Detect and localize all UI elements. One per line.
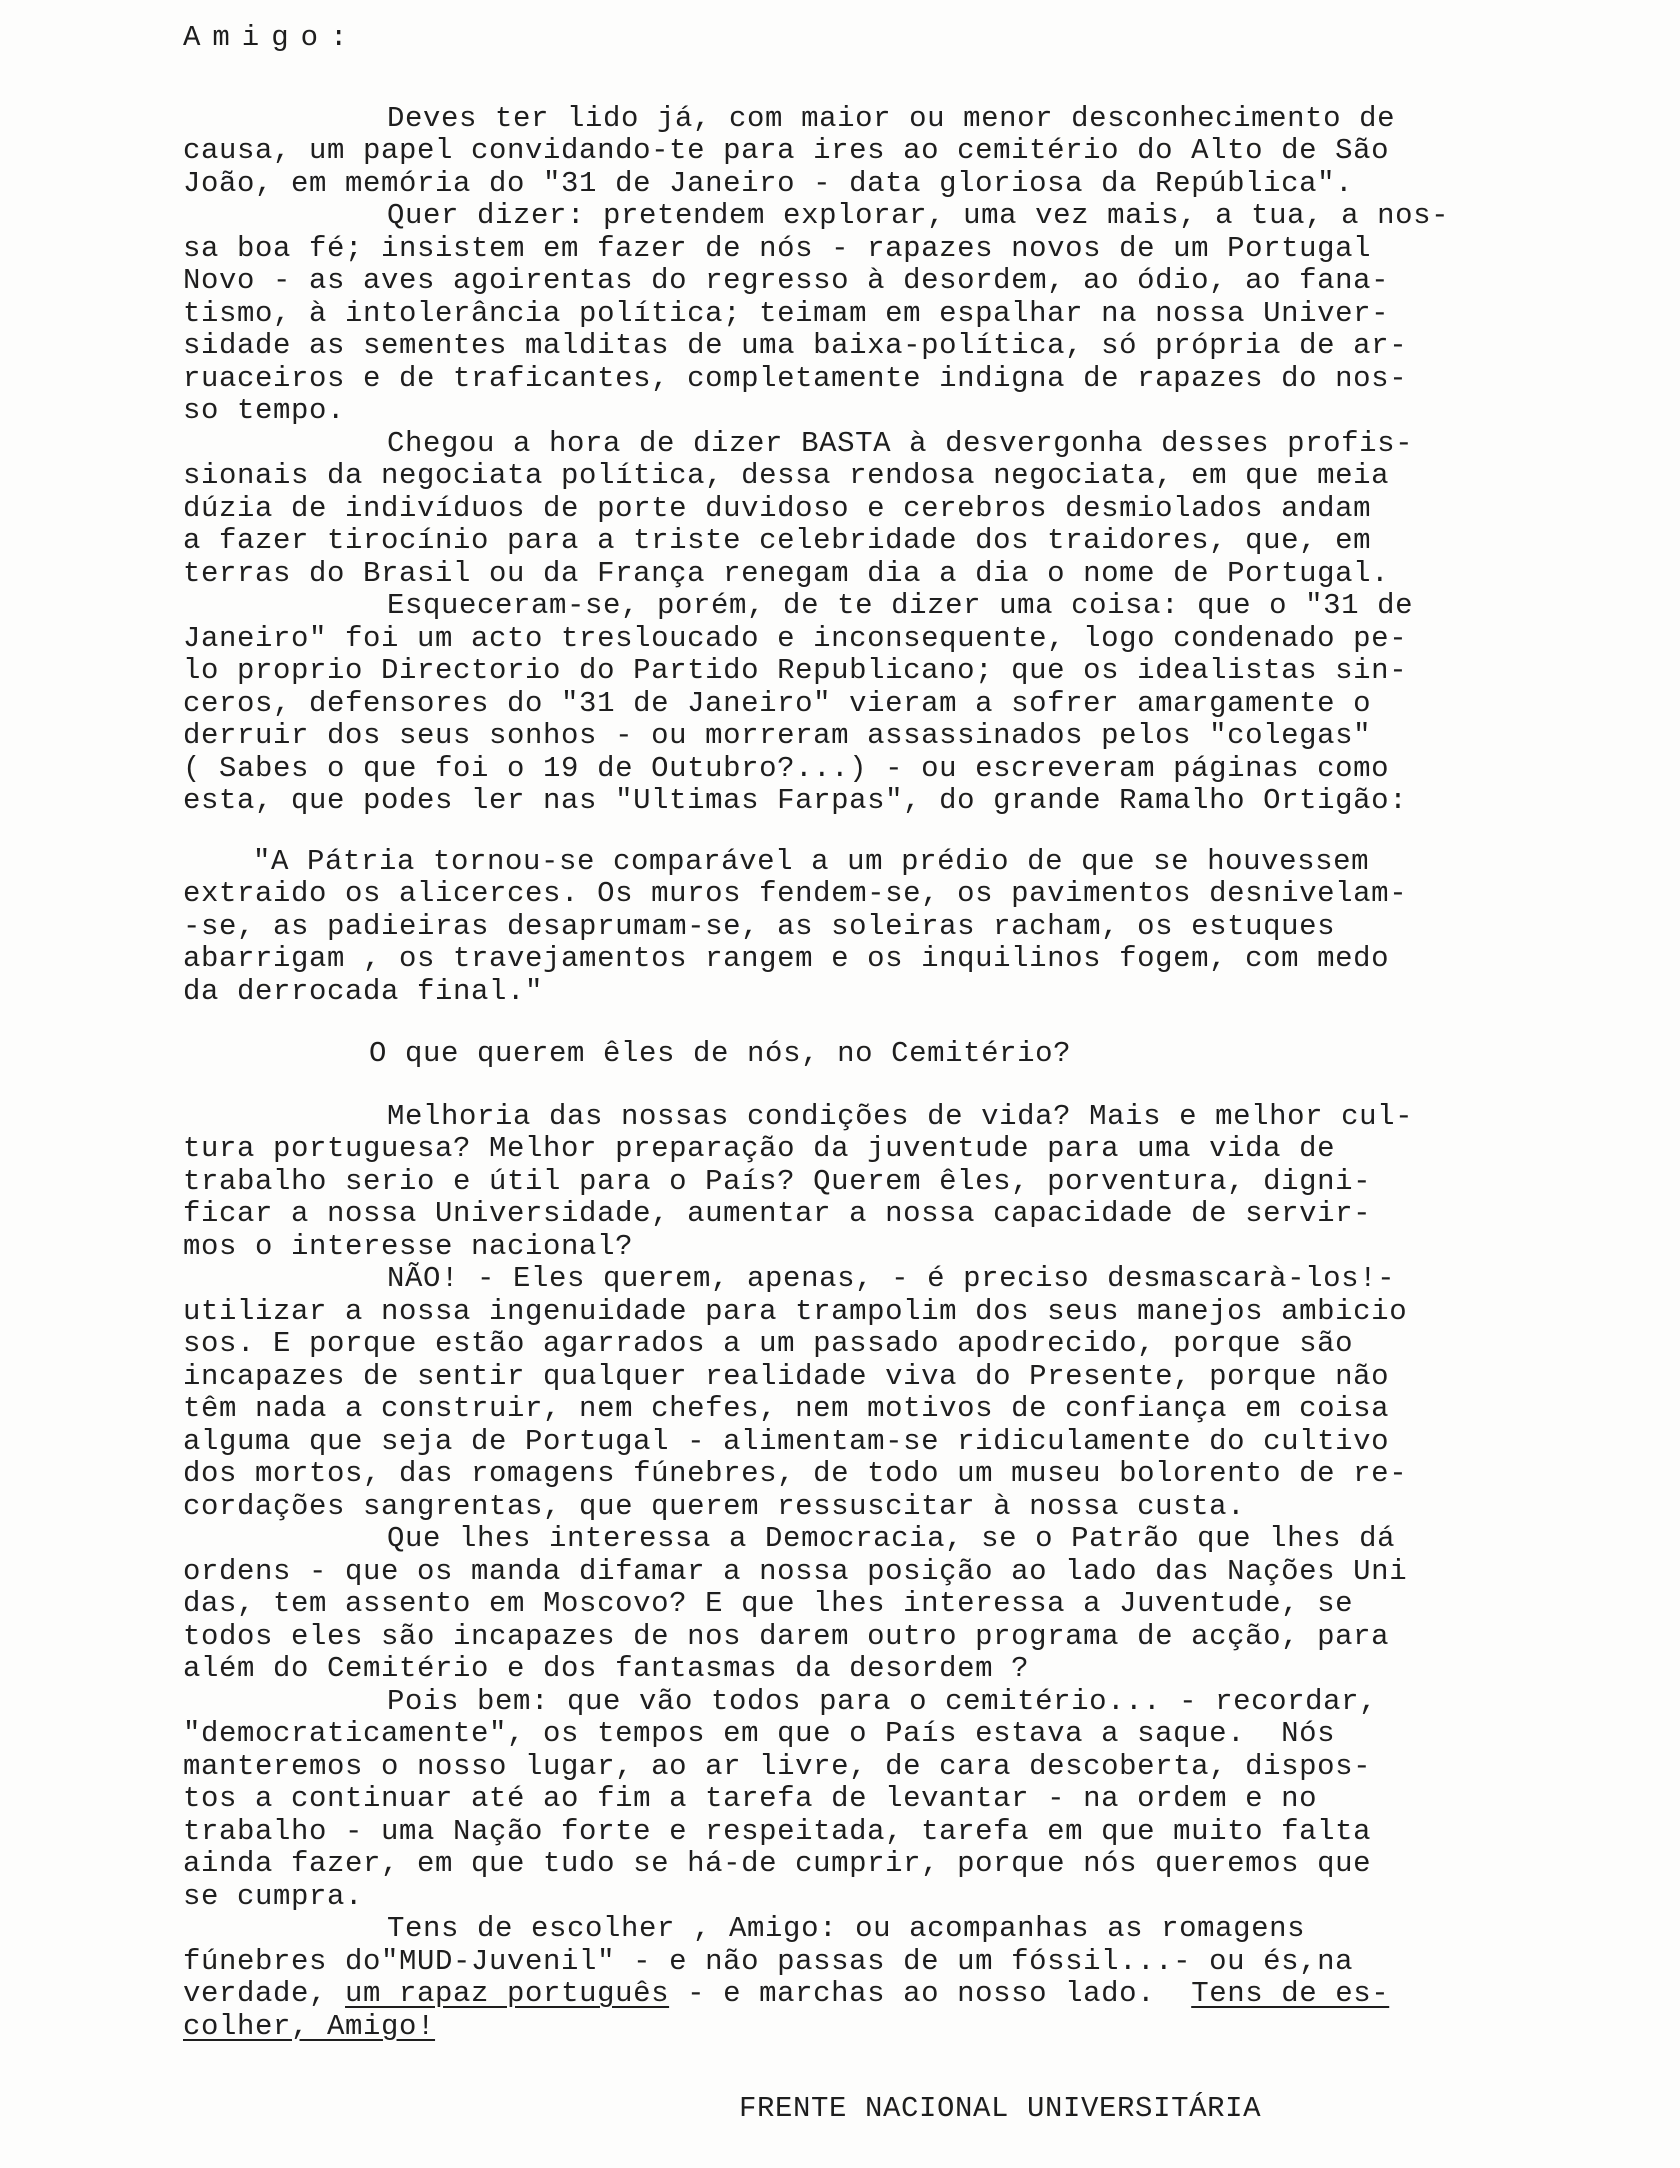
underlined-phrase: um rapaz português bbox=[345, 1977, 670, 2010]
text-line: ( Sabes o que foi o 19 de Outubro?...) - ou escreveram páginas como bbox=[183, 751, 1390, 785]
signature: FRENTE NACIONAL UNIVERSITÁRIA bbox=[739, 2092, 1262, 2125]
text-line: das, tem assento em Moscovo? E que lhes interessa a Juventude, se bbox=[183, 1587, 1354, 1620]
paragraph-1 bbox=[183, 103, 1583, 201]
text-line: ceros, defensores do "31 de Janeiro" vieram a sofrer amargamente o bbox=[183, 686, 1372, 720]
text-fragment: - e marchas ao nosso lado. bbox=[669, 1977, 1192, 2010]
text-line: se cumpra. bbox=[183, 1879, 364, 1913]
quote-line: extraido os alicerces. Os muros fendem-se, os pavimentos desnivelam- bbox=[183, 877, 1408, 910]
text-line: tura portuguesa? Melhor preparação da juventude para uma vida de bbox=[183, 1132, 1336, 1165]
quote-line: da derrocada final." bbox=[183, 974, 544, 1008]
text-line: sidade as sementes malditas de uma baixa-política, só própria de ar- bbox=[183, 329, 1408, 362]
paragraph-5 bbox=[183, 1101, 1583, 1264]
text-line: ainda fazer, em que tudo se há-de cumprir, porque nós queremos que bbox=[183, 1847, 1372, 1880]
text-line: todos eles são incapazes de nos darem outro programa de acção, para bbox=[183, 1619, 1390, 1653]
paragraph-2 bbox=[183, 200, 1583, 428]
text-line: causa, um papel convidando-te para ires ao cemitério do Alto de São bbox=[183, 134, 1390, 167]
text-line: terras do Brasil ou da França renegam dia a dia o nome de Portugal. bbox=[183, 556, 1390, 590]
text-line: trabalho serio e útil para o País? Querem êles, porventura, digni- bbox=[183, 1164, 1372, 1198]
text-line: a fazer tirocínio para a triste celebridade dos traidores, que, em bbox=[183, 524, 1372, 557]
letter-body bbox=[183, 22, 1583, 2043]
text-line: ruaceiros e de traficantes, completamente indigna de rapazes do nos- bbox=[183, 361, 1408, 395]
text-line: sa boa fé; insistem em fazer de nós - rapazes novos de um Portugal bbox=[183, 231, 1372, 265]
text-line: cordações sangrentas, que querem ressuscitar à nossa custa. bbox=[183, 1489, 1246, 1523]
text-line: sionais da negociata política, dessa rendosa negociata, em que meia bbox=[183, 459, 1390, 492]
quote-line: -se, as padieiras desaprumam-se, as soleiras racham, os estuques bbox=[183, 909, 1336, 943]
text-line: mos o interesse nacional? bbox=[183, 1229, 634, 1263]
text-line: trabalho - uma Nação forte e respeitada, tarefa em que muito falta bbox=[183, 1814, 1372, 1848]
text-line: Que lhes interessa a Democracia, se o Patrão que lhes dá bbox=[387, 1522, 1396, 1555]
text-line: dos mortos, das romagens fúnebres, de todo um museu bolorento de re- bbox=[183, 1457, 1408, 1490]
text-line: Tens de escolher , Amigo: ou acompanhas as romagens bbox=[387, 1912, 1306, 1945]
text-line: têm nada a construir, nem chefes, nem motivos de confiança em coisa bbox=[183, 1392, 1390, 1425]
text-line bbox=[183, 1978, 1583, 2011]
text-line: sos. E porque estão agarrados a um passado apodrecido, porque são bbox=[183, 1327, 1354, 1360]
paragraph-4 bbox=[183, 590, 1583, 818]
ortigao-quote bbox=[183, 846, 1583, 1009]
text-line: ficar a nossa Universidade, aumentar a nossa capacidade de servir- bbox=[183, 1197, 1372, 1230]
text-line: utilizar a nossa ingenuidade para trampolim dos seus manejos ambicio bbox=[183, 1294, 1408, 1328]
text-line: Deves ter lido já, com maior ou menor desconhecimento de bbox=[387, 101, 1396, 135]
paragraph-3 bbox=[183, 428, 1583, 591]
text-line: "democraticamente", os tempos em que o País estava a saque. Nós bbox=[183, 1717, 1336, 1750]
text-line: derruir dos seus sonhos - ou morreram assassinados pelos "colegas" bbox=[183, 719, 1372, 752]
text-line: so tempo. bbox=[183, 394, 346, 427]
text-line: Quer dizer: pretendem explorar, uma vez mais, a tua, a nos- bbox=[387, 199, 1450, 232]
text-line: manteremos o nosso lugar, ao ar livre, de cara descoberta, dispos- bbox=[183, 1749, 1372, 1783]
text-line: alguma que seja de Portugal - alimentam-se ridiculamente do cultivo bbox=[183, 1424, 1390, 1458]
greeting: Amigo: bbox=[183, 21, 360, 54]
text-line: Janeiro" foi um acto tresloucado e inconsequente, logo condenado pe- bbox=[183, 621, 1408, 655]
text-line: ordens - que os manda difamar a nossa posição ao lado das Nações Uni bbox=[183, 1554, 1408, 1588]
quote-line: abarrigam , os travejamentos rangem e os inquilinos fogem, com medo bbox=[183, 942, 1390, 975]
text-fragment: verdade, bbox=[183, 1977, 346, 2010]
text-line: tismo, à intolerância política; teimam em espalhar na nossa Univer- bbox=[183, 296, 1390, 330]
text-line: Esqueceram-se, porém, de te dizer uma coisa: que o "31 de bbox=[387, 589, 1414, 622]
text-line: Novo - as aves agoirentas do regresso à desordem, ao ódio, ao fana- bbox=[183, 264, 1390, 297]
paragraph-7 bbox=[183, 1523, 1583, 1686]
paragraph-8 bbox=[183, 1686, 1583, 1914]
text-line: tos a continuar até ao fim a tarefa de levantar - na ordem e no bbox=[183, 1782, 1318, 1815]
question-line: O que querem êles de nós, no Cemitério? bbox=[369, 1037, 1072, 1070]
text-line: NÃO! - Eles querem, apenas, - é preciso desmascarà-los!- bbox=[387, 1262, 1396, 1295]
underlined-phrase: Tens de es- bbox=[1191, 1977, 1390, 2010]
text-line: Pois bem: que vão todos para o cemitério... - recordar, bbox=[387, 1684, 1378, 1718]
text-line: esta, que podes ler nas "Ultimas Farpas", do grande Ramalho Ortigão: bbox=[183, 784, 1408, 817]
text-line: dúzia de indivíduos de porte duvidoso e cerebros desmiolados andam bbox=[183, 491, 1372, 525]
text-line: Chegou a hora de dizer BASTA à desvergonha desses profis- bbox=[387, 426, 1414, 460]
text-line: além do Cemitério e dos fantasmas da desordem ? bbox=[183, 1652, 1030, 1685]
text-line: João, em memória do "31 de Janeiro - data gloriosa da República". bbox=[183, 166, 1354, 200]
paragraph-9 bbox=[183, 1913, 1583, 2043]
text-line: incapazes de sentir qualquer realidade viva do Presente, porque não bbox=[183, 1359, 1390, 1393]
text-line: Melhoria das nossas condições de vida? Mais e melhor cul- bbox=[387, 1099, 1414, 1133]
quote-line: "A Pátria tornou-se comparável a um prédio de que se houvessem bbox=[253, 844, 1370, 878]
paragraph-6 bbox=[183, 1263, 1583, 1523]
text-line: fúnebres do"MUD-Juvenil" - e não passas de um fóssil...- ou és,na bbox=[183, 1944, 1354, 1978]
text-line: lo proprio Directorio do Partido Republicano; que os idealistas sin- bbox=[183, 654, 1408, 687]
underlined-phrase: colher, Amigo! bbox=[183, 2009, 436, 2043]
text-line bbox=[183, 2011, 1583, 2044]
